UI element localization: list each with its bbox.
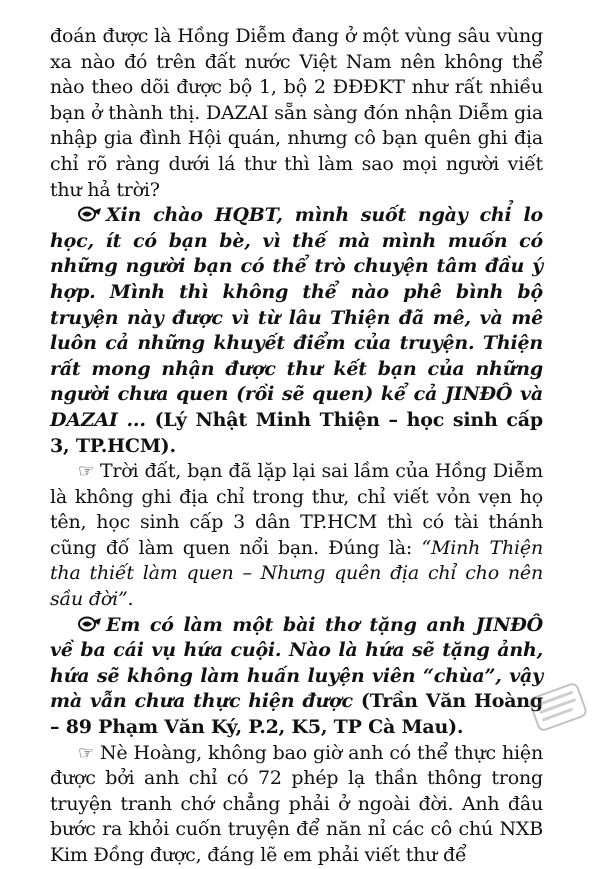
pointing-hand-icon: ☞ xyxy=(78,461,94,483)
reply-hoang-text: Nè Hoàng, không bao giờ anh có thể thực hiện được bởi anh chỉ có 72 phép lạ thần thông trong truyện tranh chớ chẳng phải ở ngoài đời. Anh đâu bước ra khỏi cuốn truyện để năn nỉ các cô chú NXB Kim Đồng được, đáng lẽ em phải viết thư để xyxy=(50,741,543,866)
intro-text: đoán được là Hồng Diễm đang ở một vùng sâu vùng xa nào đó trên đất nước Việt Nam nên không thể nào theo dõi được bộ 1, bộ 2 ĐĐĐKT như rất nhiều bạn ở thành thị. DAZAI sẵn sàng đón nhận Diễm gia nhập gia đình Hội quán, nhưng cô bạn quên ghi địa chỉ rõ ràng dưới lá thư thì làm sao mọi người viết thư hả trời? xyxy=(50,25,543,201)
letter-hoang-signature: (Trần Văn Hoàng – 89 Phạm Văn Ký, P.2, K5, TP Cà Mau). xyxy=(50,690,544,739)
letter-writer-icon xyxy=(78,616,102,632)
reply-thien-quote: “Minh Thiện tha thiết làm quen – Nhưng quên địa chỉ cho nên sầu đời”. xyxy=(50,536,543,611)
paragraph-intro xyxy=(50,24,543,203)
letter-hoang-text: Em có làm một bài thơ tặng anh JINĐÔ về ba cái vụ hứa cuội. Nào là hứa sẽ tặng ảnh, hứa sẽ không làm huấn luyện viên “chùa”, vậy mà vẫn chưa thực hiện được xyxy=(50,613,543,713)
reader-letter-hoang xyxy=(50,613,543,741)
letter-thien-text: Xin chào HQBT, mình suốt ngày chỉ lo học, ít có bạn bè, vì thế mà mình muốn có những người bạn có thể trò chuyện tâm đầu ý hợp. Mình thì không thể nào phê bình bộ truyện này được vì từ lâu Thiện đã mê, và mê luôn cả những khuyết điểm của truyện. Thiện rất mong nhận được thư kết bạn của những người chưa quen (rồi sẽ quen) kể cả JINĐÔ và DAZAI ... xyxy=(50,204,543,431)
pointing-hand-icon: ☞ xyxy=(78,742,94,764)
reply-thien-text: Trời đất, bạn đã lặp lại sai lầm của Hồng Diễm là không ghi địa chỉ trong thư, chỉ viết vỏn vẹn họ tên, học sinh cấp 3 dân TP.HCM thì có tài thánh cũng đố làm quen nổi bạn. Đúng là: xyxy=(50,460,543,559)
letter-writer-icon xyxy=(78,206,102,222)
watermark-stamp xyxy=(527,676,589,738)
document-page xyxy=(50,24,544,866)
reply-hoang xyxy=(50,741,543,869)
reply-thien xyxy=(50,459,543,613)
reader-letter-thien xyxy=(50,203,543,459)
letter-thien-signature: (Lý Nhật Minh Thiện – học sinh cấp 3, TP.HCM). xyxy=(50,408,543,457)
